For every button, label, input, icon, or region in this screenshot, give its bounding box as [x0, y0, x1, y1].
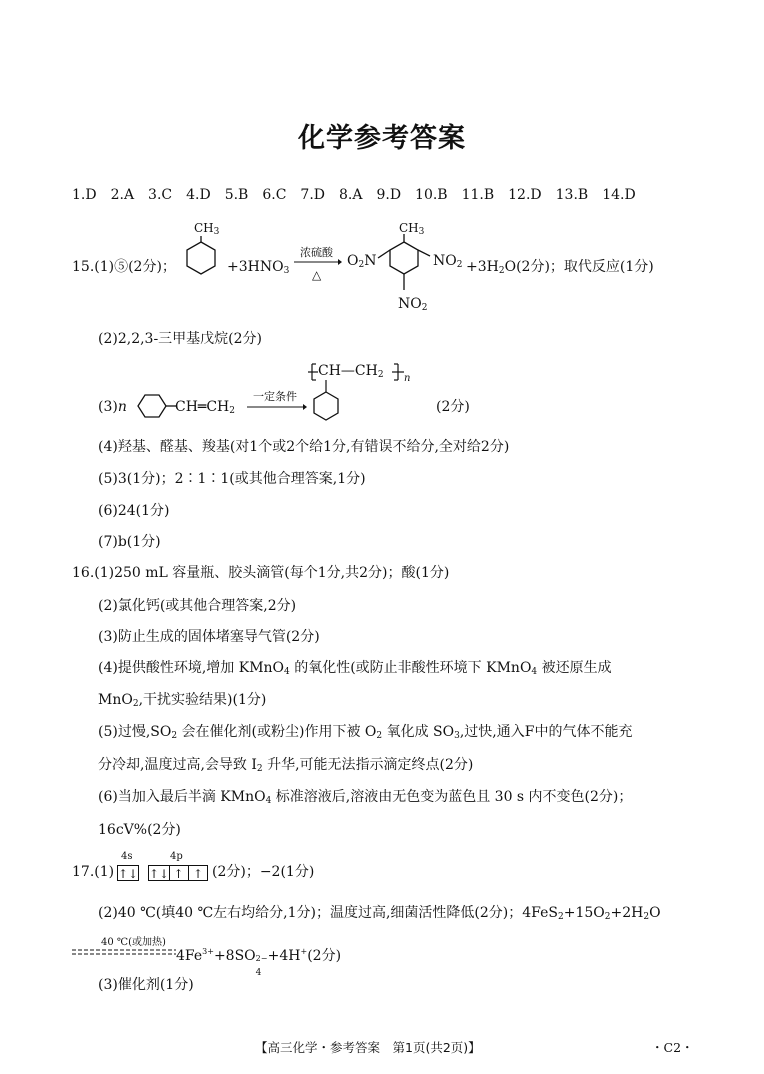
q15-p7: (7)b(1分): [98, 534, 161, 550]
equilibrium-line: [72, 948, 176, 956]
q16-p4-line2: MnO$_2$,干扰实验结果)(1分): [98, 692, 267, 709]
toluene-ch3: $CH_3$: [194, 221, 220, 237]
polymerization-arrow: [247, 403, 307, 411]
polymer-chain: $CH—CH_2$: [318, 363, 384, 380]
tnt-no2-bottom: $NO_2$: [398, 296, 428, 313]
orbital-4p-label: 4p: [170, 851, 183, 862]
polymer-n: n: [404, 373, 411, 384]
tnt-structure: [374, 234, 434, 292]
orbital-4s-label: 4s: [121, 851, 133, 862]
q17-p1-prefix: 17.(1): [72, 864, 115, 880]
q15-p2: (2)2,2,3-三甲基戊烷(2分): [98, 331, 263, 347]
page-code: ・C2・: [651, 1040, 694, 1055]
reaction-arrow: [294, 258, 342, 266]
styrene-vinyl: $CH═CH_2$: [175, 399, 236, 416]
page-title: 化学参考答案: [298, 123, 466, 154]
q17-p3: (3)催化剂(1分): [98, 977, 194, 993]
q15-p5: (5)3(1分)；2∶1∶1(或其他合理答案,1分): [98, 471, 366, 487]
q16-p6: (6)当加入最后半滴 KMnO$_4$ 标准溶液后,溶液由无色变为蓝色且 30 s 内不变色(2分)；: [98, 789, 633, 806]
q17-p1-suffix: (2分)；−2(1分): [212, 864, 315, 880]
reaction-condition: 浓硫酸: [300, 246, 333, 259]
orbital-4p-box-2: ↑: [169, 865, 189, 881]
toluene-structure: [183, 236, 223, 280]
q15-p6: (6)24(1分): [98, 503, 170, 519]
q16-p5-line2: 分冷却,温度过高,会导致 $I_2$ 升华,可能无法指示滴定终点(2分): [98, 757, 474, 774]
q16-p6-line2: 16cV%(2分): [98, 822, 181, 838]
q17-p2: (2)40 ℃(填40 ℃左右均给分,1分)；温度过高,细菌活性降低(2分)；$4FeS_2+15O_2+2H_2O$: [98, 905, 661, 922]
q15-p1-suffix: $+3H_2O(2$分)；取代反应(1分): [466, 259, 654, 276]
q15-p3-prefix: (3)n: [98, 399, 127, 415]
q15-p3-score: (2分): [436, 399, 470, 415]
q15-p1-prefix: 15.(1)⑤(2分)；: [72, 259, 176, 275]
q16-p1: 16.(1)250 mL 容量瓶、胶头滴管(每个1分,共2分)；酸(1分): [72, 565, 450, 581]
mcq-answers: 1.D 2.A 3.C 4.D 5.B 6.C 7.D 8.A 9.D 10.B 11.B 12.D 13.B 14.D: [72, 187, 636, 203]
heat-symbol: △: [312, 268, 322, 282]
q16-p5: (5)过慢$,SO_2$ 会在催化剂(或粉尘)作用下被 $O_2$ 氧化成 $SO_3$,过快,通入F中的气体不能充: [98, 724, 633, 741]
reagent-hno3: $+3HNO_3$: [227, 259, 290, 276]
polymerization-condition: 一定条件: [253, 390, 297, 403]
orbital-4p-box-1: ↑↓: [149, 867, 170, 881]
o2n-group: $O_2N$: [347, 253, 377, 270]
q16-p2: (2)氯化钙(或其他合理答案,2分): [98, 598, 297, 614]
tnt-no2-right: $NO_2$: [433, 253, 463, 270]
tnt-ch3: $CH_3$: [399, 221, 425, 237]
orbital-4s-box: ↑↓: [118, 867, 139, 881]
q16-p4: (4)提供酸性环境,增加 KMnO$_4$ 的氧化性(或防止非酸性环境下 KMnO$_4$ 被还原生成: [98, 660, 612, 677]
q15-p4: (4)羟基、醛基、羧基(对1个或2个给1分,有错误不给分,全对给2分): [98, 439, 510, 455]
page-footer: 【高三化学・参考答案 第1页(共2页)】: [255, 1040, 481, 1055]
q16-p3: (3)防止生成的固体堵塞导气管(2分): [98, 629, 320, 645]
orbital-4p-box-3: ↑: [188, 865, 208, 881]
q17-p2-line2: $4Fe^{3+}+8SO$ 2− 4 +4H+(2分): [176, 947, 342, 978]
q17-condition: 40 ℃(或加热): [101, 937, 166, 948]
